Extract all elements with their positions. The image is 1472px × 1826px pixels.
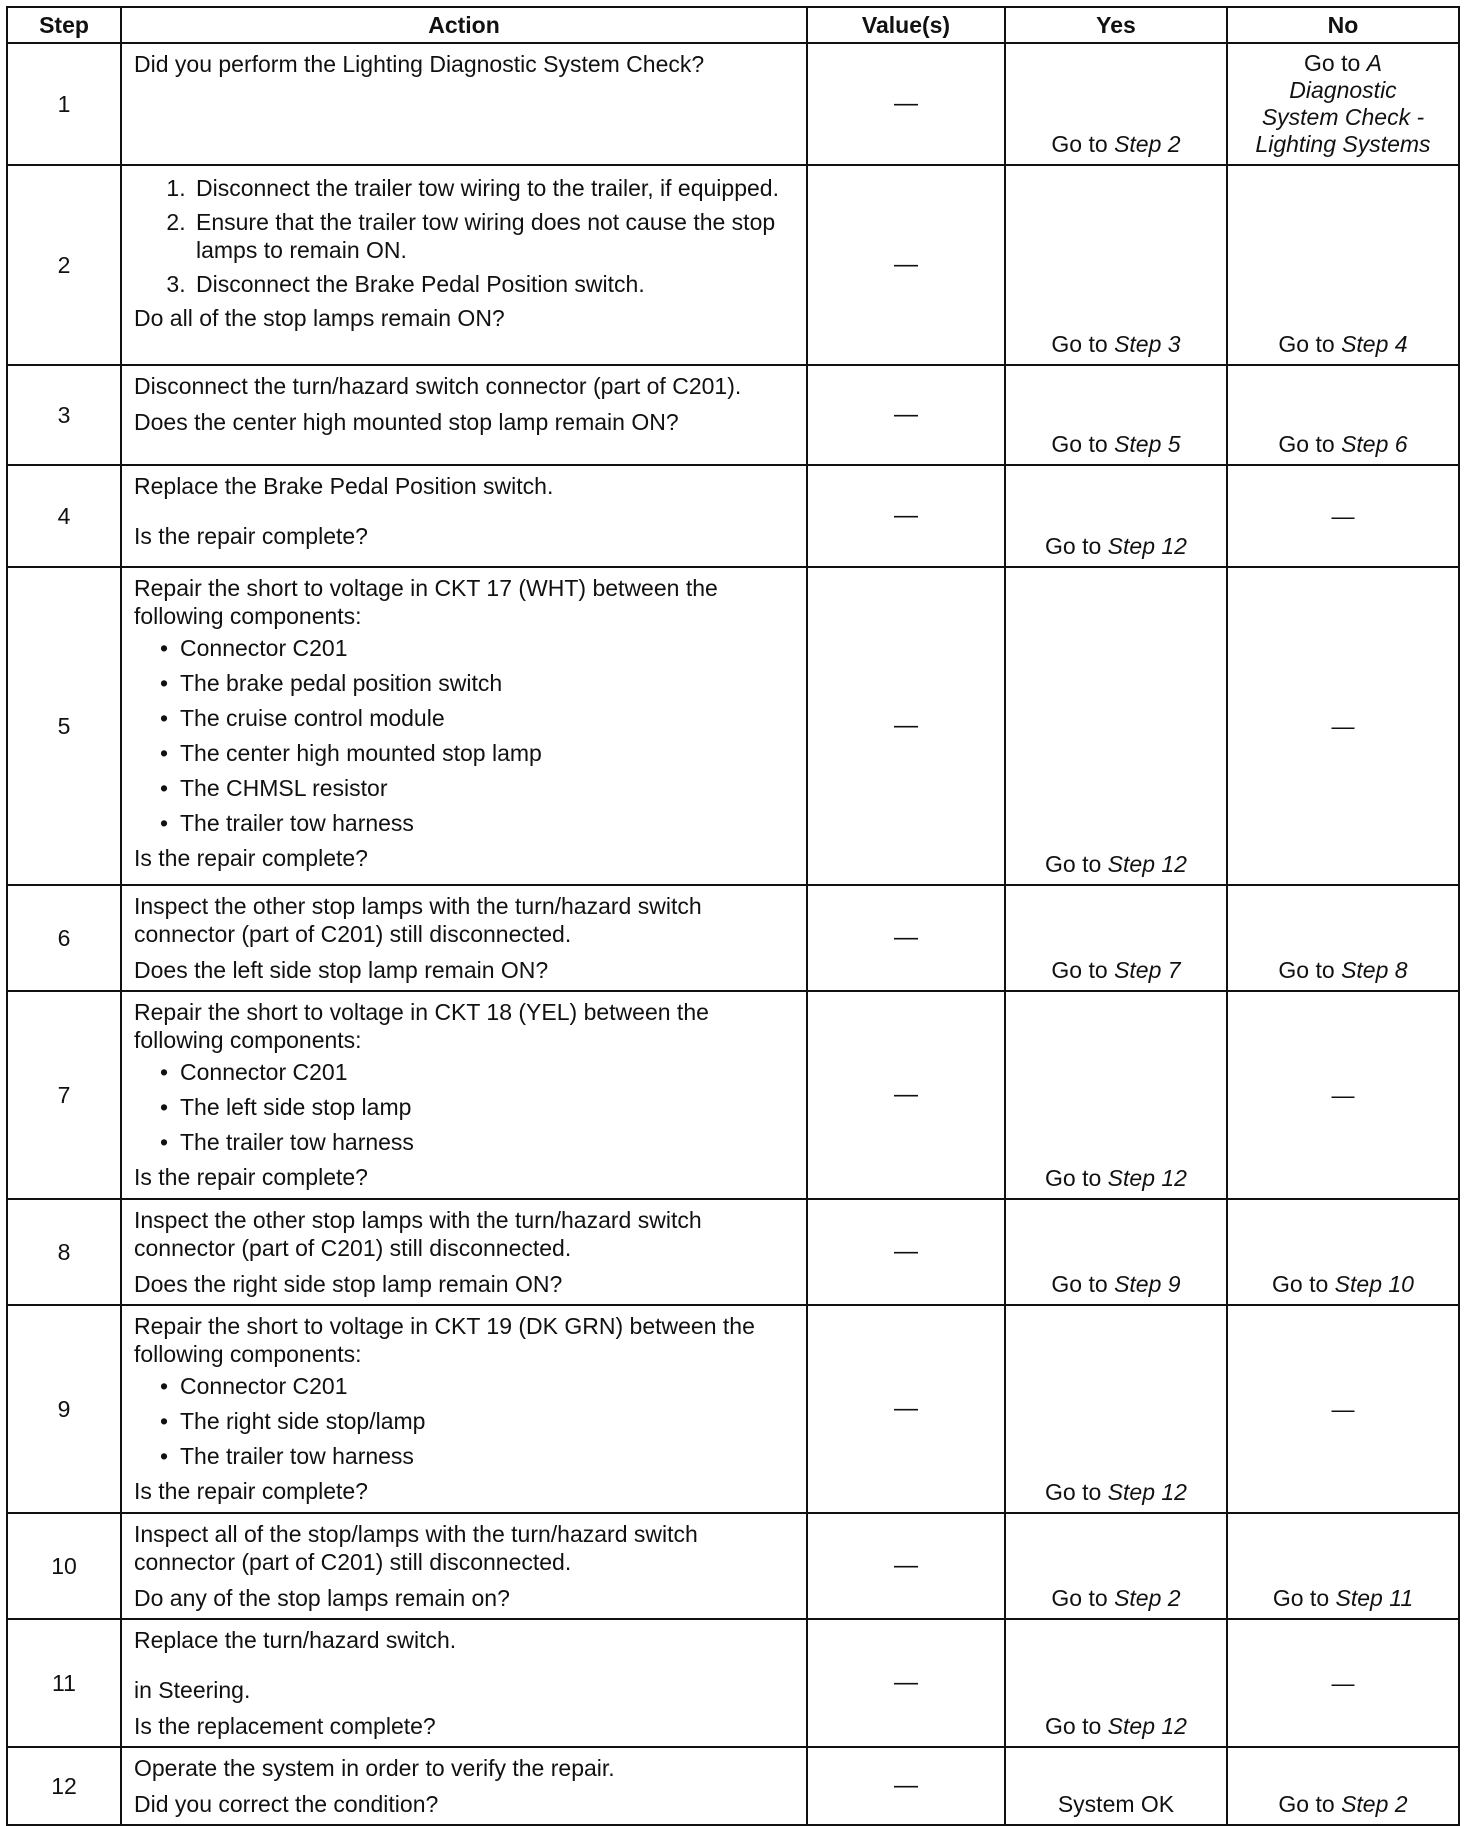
action-text: Replace the turn/hazard switch. <box>134 1627 457 1653</box>
step-number: 6 <box>7 885 121 991</box>
action-question: Did you correct the condition? <box>134 1791 439 1817</box>
action-question: Is the repair complete? <box>134 845 368 871</box>
goto-text: Go to <box>1045 1479 1102 1505</box>
goto-text: Go to <box>1051 1271 1108 1297</box>
step-number: 12 <box>7 1747 121 1825</box>
action-text: Disconnect the turn/hazard switch connector (part of C201). <box>134 373 742 399</box>
value-cell: — <box>807 1747 1005 1825</box>
value-cell: — <box>807 567 1005 885</box>
yes-step-link: 5 <box>1167 431 1181 457</box>
action-text: Repair the short to voltage in CKT 19 (DK GRN) between the following components: <box>134 1313 755 1367</box>
action-text: Replace the Brake Pedal Position switch. <box>134 473 554 499</box>
value-cell: — <box>807 1513 1005 1619</box>
action-text: Operate the system in order to verify the repair. <box>134 1755 615 1781</box>
list-item: • The left side stop lamp <box>180 1093 796 1121</box>
no-step-link: 10 <box>1388 1271 1414 1297</box>
yes-cell <box>1005 365 1227 465</box>
goto-text: Go to <box>1045 1713 1102 1739</box>
action-cell <box>121 43 807 165</box>
list-item: • The cruise control module <box>180 704 796 732</box>
header-row <box>7 7 1459 43</box>
step-number: 3 <box>7 365 121 465</box>
step-number: 8 <box>7 1199 121 1305</box>
step-label: Step <box>1114 131 1162 157</box>
yes-step-link: 12 <box>1161 1479 1187 1505</box>
value-cell: — <box>807 991 1005 1199</box>
action-text: Inspect all of the stop/lamps with the turn/hazard switch connector (part of C201) still disconnected. <box>134 1521 698 1575</box>
action-question: Is the repair complete? <box>134 523 368 549</box>
table-row <box>7 465 1459 567</box>
action-cell <box>121 465 807 567</box>
value-cell: — <box>807 1619 1005 1747</box>
component-list <box>134 634 796 837</box>
step-label: Step <box>1114 957 1162 983</box>
step-label: Step <box>1114 331 1162 357</box>
step-number: 4 <box>7 465 121 567</box>
step-number: 7 <box>7 991 121 1199</box>
no-step-link: 2 <box>1394 1791 1408 1817</box>
no-step-link: 8 <box>1394 957 1408 983</box>
no-cell: — <box>1227 1619 1459 1747</box>
step-label: Step <box>1107 851 1155 877</box>
no-cell <box>1227 1513 1459 1619</box>
header-no: No <box>1227 7 1459 43</box>
header-yes: Yes <box>1005 7 1227 43</box>
action-cell <box>121 1305 807 1513</box>
no-cell <box>1227 365 1459 465</box>
action-question: Is the repair complete? <box>134 1164 368 1190</box>
no-cell: — <box>1227 567 1459 885</box>
table-row <box>7 1513 1459 1619</box>
action-question: Does the left side stop lamp remain ON? <box>134 957 549 983</box>
list-item: 2. Ensure that the trailer tow wiring does not cause the stop lamps to remain ON. <box>192 208 796 264</box>
action-cell <box>121 1747 807 1825</box>
step-number: 10 <box>7 1513 121 1619</box>
step-label: Step <box>1114 431 1162 457</box>
step-number: 5 <box>7 567 121 885</box>
yes-cell <box>1005 567 1227 885</box>
goto-text: Go to <box>1278 331 1335 357</box>
goto-text: Go to <box>1045 851 1102 877</box>
list-item: • The CHMSL resistor <box>180 774 796 802</box>
action-list <box>134 174 796 298</box>
yes-step-link: 7 <box>1167 957 1181 983</box>
step-label: Step <box>1341 431 1389 457</box>
yes-step-link: 12 <box>1161 533 1187 559</box>
action-cell <box>121 165 807 365</box>
component-list <box>134 1058 796 1156</box>
table-row <box>7 885 1459 991</box>
no-link-a: A <box>1366 50 1382 76</box>
yes-step-link: 2 <box>1167 1585 1181 1611</box>
yes-cell <box>1005 165 1227 365</box>
component-list <box>134 1372 796 1470</box>
action-text: Inspect the other stop lamps with the turn/hazard switch connector (part of C201) still disconnected. <box>134 893 702 947</box>
diagnostic-table <box>6 6 1460 1826</box>
no-cell <box>1227 165 1459 365</box>
table-row <box>7 1747 1459 1825</box>
goto-text: Go to <box>1278 957 1335 983</box>
list-item: • The trailer tow harness <box>180 809 796 837</box>
yes-cell <box>1005 465 1227 567</box>
yes-step-link: 12 <box>1161 1165 1187 1191</box>
goto-text: Go to <box>1045 1165 1102 1191</box>
no-cell <box>1227 1199 1459 1305</box>
no-cell: — <box>1227 991 1459 1199</box>
step-number: 1 <box>7 43 121 165</box>
table-row <box>7 165 1459 365</box>
step-number: 9 <box>7 1305 121 1513</box>
action-question: Do all of the stop lamps remain ON? <box>134 305 505 331</box>
value-cell: — <box>807 1305 1005 1513</box>
goto-text: Go to <box>1278 431 1335 457</box>
action-text: in Steering. <box>134 1677 251 1703</box>
yes-step-link: 12 <box>1161 851 1187 877</box>
list-item: 3. Disconnect the Brake Pedal Position switch. <box>192 270 796 298</box>
goto-text: Go to <box>1051 131 1108 157</box>
list-item: • The trailer tow harness <box>180 1442 796 1470</box>
yes-cell <box>1005 1199 1227 1305</box>
action-text: Repair the short to voltage in CKT 17 (WHT) between the following components: <box>134 575 718 629</box>
yes-step-link: 3 <box>1167 331 1181 357</box>
step-label: Step <box>1341 1791 1389 1817</box>
list-item: • Connector C201 <box>180 1058 796 1086</box>
table-row <box>7 1619 1459 1747</box>
goto-text: Go to <box>1272 1585 1330 1611</box>
goto-text: Go to <box>1051 331 1108 357</box>
action-cell <box>121 365 807 465</box>
list-item: • The center high mounted stop lamp <box>180 739 796 767</box>
goto-text: Go to <box>1045 533 1102 559</box>
step-label: Step <box>1114 1585 1162 1611</box>
step-label: Step <box>1107 1165 1155 1191</box>
header-step: Step <box>7 7 121 43</box>
action-cell <box>121 1513 807 1619</box>
header-values: Value(s) <box>807 7 1005 43</box>
step-label: Step <box>1335 1585 1383 1611</box>
yes-step-link: 12 <box>1161 1713 1187 1739</box>
no-cell <box>1227 1747 1459 1825</box>
step-label: Step <box>1341 957 1389 983</box>
list-item: • Connector C201 <box>180 634 796 662</box>
list-item: • Connector C201 <box>180 1372 796 1400</box>
yes-cell <box>1005 43 1227 165</box>
action-cell <box>121 1199 807 1305</box>
table-row <box>7 43 1459 165</box>
no-cell <box>1227 885 1459 991</box>
value-cell: — <box>807 885 1005 991</box>
no-cell: — <box>1227 465 1459 567</box>
value-cell: — <box>807 43 1005 165</box>
list-item: • The right side stop/lamp <box>180 1407 796 1435</box>
step-label: Step <box>1107 533 1155 559</box>
action-cell <box>121 885 807 991</box>
no-link-line: System Check - <box>1261 104 1425 130</box>
goto-text: Go to <box>1278 1791 1335 1817</box>
step-number: 11 <box>7 1619 121 1747</box>
action-cell <box>121 1619 807 1747</box>
step-number: 2 <box>7 165 121 365</box>
action-question: Is the replacement complete? <box>134 1713 436 1739</box>
header-action: Action <box>121 7 807 43</box>
yes-step-link: 2 <box>1167 131 1181 157</box>
table-row <box>7 1305 1459 1513</box>
goto-text: Go to <box>1051 957 1108 983</box>
no-goto: Go to <box>1304 50 1361 76</box>
action-cell <box>121 567 807 885</box>
step-label: Step <box>1334 1271 1382 1297</box>
no-link-line: Diagnostic <box>1289 77 1397 103</box>
table-row <box>7 567 1459 885</box>
goto-text: Go to <box>1051 431 1108 457</box>
value-cell: — <box>807 365 1005 465</box>
no-cell: — <box>1227 1305 1459 1513</box>
no-link-line: Lighting Systems <box>1255 131 1431 157</box>
action-question: Do any of the stop lamps remain on? <box>134 1585 510 1611</box>
table-row <box>7 1199 1459 1305</box>
no-step-link: 6 <box>1394 431 1408 457</box>
action-cell <box>121 991 807 1199</box>
yes-cell <box>1005 1305 1227 1513</box>
action-question: Did you perform the Lighting Diagnostic System Check? <box>134 51 705 77</box>
action-question: Does the center high mounted stop lamp remain ON? <box>134 409 679 435</box>
yes-cell <box>1005 1513 1227 1619</box>
goto-text: Go to <box>1272 1271 1329 1297</box>
no-step-link: 4 <box>1394 331 1408 357</box>
yes-cell <box>1005 991 1227 1199</box>
action-question: Is the repair complete? <box>134 1478 368 1504</box>
list-item: • The brake pedal position switch <box>180 669 796 697</box>
yes-cell: System OK <box>1005 1747 1227 1825</box>
no-step-link: 11 <box>1389 1585 1414 1611</box>
no-cell <box>1227 43 1459 165</box>
table-row <box>7 991 1459 1199</box>
value-cell: — <box>807 1199 1005 1305</box>
yes-step-link: 9 <box>1167 1271 1181 1297</box>
list-item: • The trailer tow harness <box>180 1128 796 1156</box>
goto-text: Go to <box>1051 1585 1108 1611</box>
value-cell: — <box>807 165 1005 365</box>
yes-cell <box>1005 1619 1227 1747</box>
action-text: Inspect the other stop lamps with the turn/hazard switch connector (part of C201) still disconnected. <box>134 1207 702 1261</box>
list-item: 1. Disconnect the trailer tow wiring to the trailer, if equipped. <box>192 174 796 202</box>
step-label: Step <box>1341 331 1389 357</box>
action-text: Repair the short to voltage in CKT 18 (YEL) between the following components: <box>134 999 709 1053</box>
value-cell: — <box>807 465 1005 567</box>
step-label: Step <box>1114 1271 1162 1297</box>
step-label: Step <box>1107 1713 1155 1739</box>
table-row <box>7 365 1459 465</box>
action-question: Does the right side stop lamp remain ON? <box>134 1271 563 1297</box>
step-label: Step <box>1107 1479 1155 1505</box>
yes-cell <box>1005 885 1227 991</box>
